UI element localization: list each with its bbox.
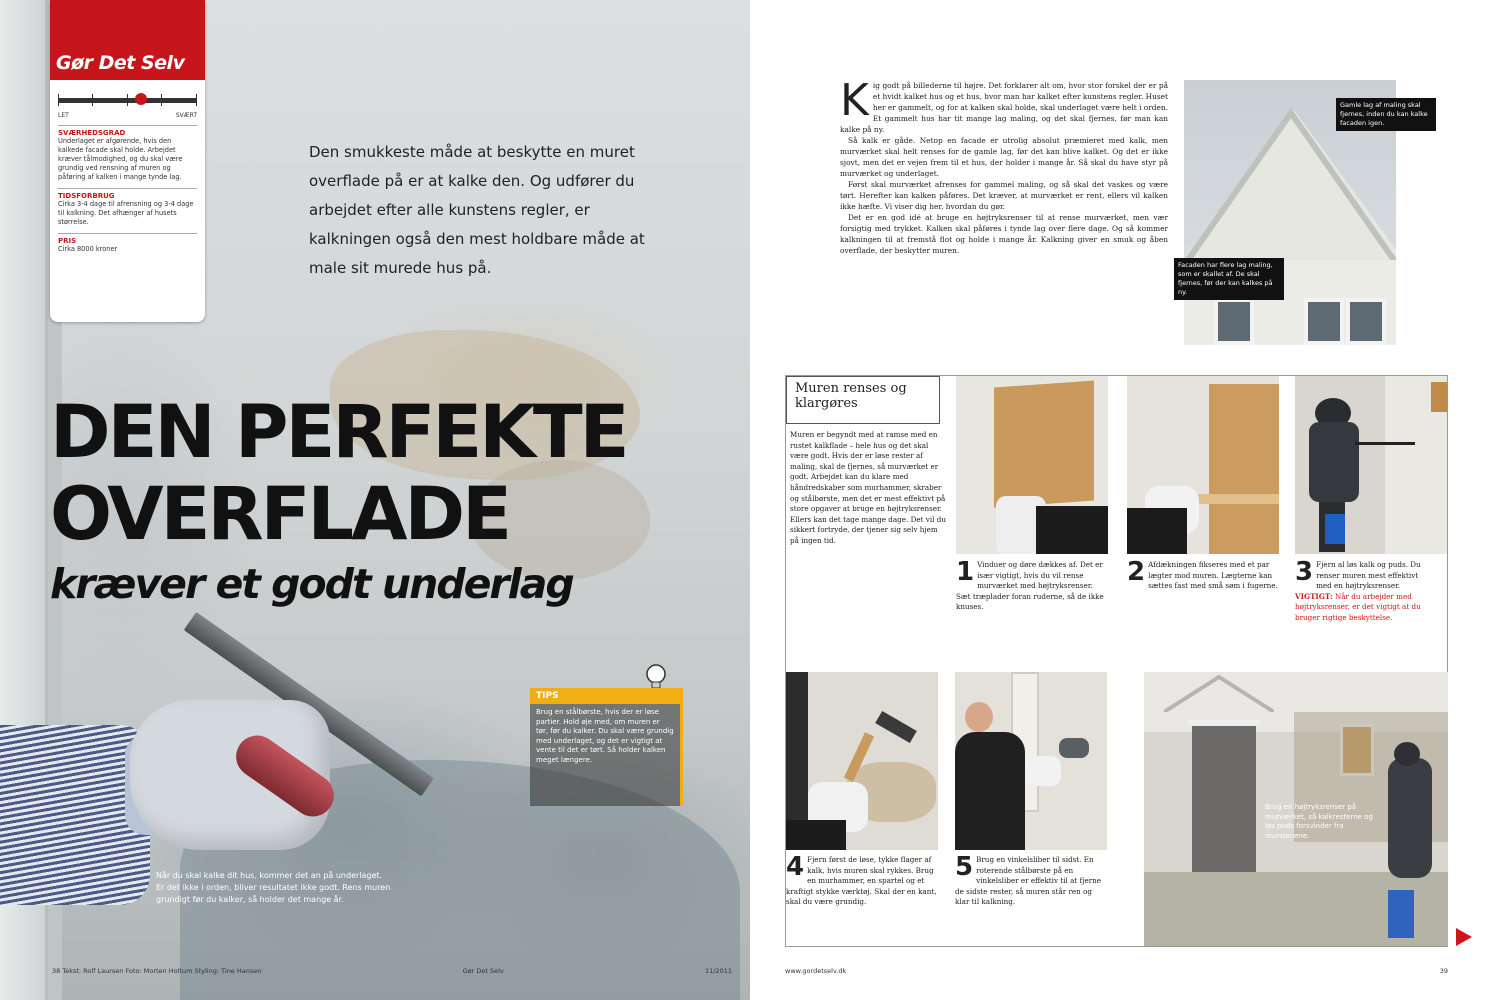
- difficulty-scale: [58, 90, 197, 112]
- step-5-caption: 5 Brug en vinkelsliber til sidst. En roterende stålbørste på en vinkelsliber er effektiv til at fjerne de sidste rester, så muren står ren og klar til kalkning.: [955, 852, 1102, 906]
- step-2-caption: 2 Afdækningen fikseres med et par lægter mod muren. Lægterne kan sættes fast med små søm i fugerne.: [1127, 557, 1278, 590]
- article-body: [840, 75, 1168, 256]
- info-price: PRIS Cirka 8000 kroner: [58, 233, 197, 254]
- tips-text: Brug en stålbørste, hvis der er løse partier. Hold øje med, om muren er tør, før du kalker. Du skal være grundig med underlaget, og det er vigtigt at vente til det er tørt. Så holder kalken meget længere.: [530, 704, 683, 806]
- body-paragraph: ig godt på billederne til højre. Det forklarer alt om, hvor stor forskel der er på et hvidt kalket hus og et hus, hvor man har kalket efter kunstens regler. Huset her er gammelt, og for at kalken skal holde, skal underlaget være helt i orden. Et gammelt hus har tit mange lag maling, og det skal fjernes, før man kan kalke på ny.: [840, 81, 1168, 134]
- body-paragraph: Først skal murværket afrenses for gammel maling, og så skal det vaskes og være tørt. Herefter kan kalken påføres. Det kræver, at murværket er rent, ellers vil kalken ikke hæfte. Vi viser dig her, hvordan du gør.: [840, 180, 1168, 211]
- step-4-caption: 4 Fjern først de løse, tykke flager af kalk, hvis muren skal rykkes. Brug en murhammer, en spartel og et kraftigt stykke værktøj. Skal der en kant, skal du være grundig.: [786, 852, 937, 906]
- page-number: 39: [1439, 967, 1448, 975]
- steps-title: Muren renses og klargøres: [786, 376, 940, 424]
- step-1-photo: [956, 376, 1108, 554]
- footer-left: [52, 967, 732, 975]
- warning-label: VIGTIGT:: [1295, 591, 1333, 601]
- next-page-arrow-icon[interactable]: [1456, 928, 1472, 946]
- step-2-photo: [1127, 376, 1279, 554]
- footer-issue: 11/2011: [704, 967, 732, 975]
- tips-box: [530, 688, 683, 806]
- dropcap: K: [840, 75, 869, 126]
- photo-caption-top: Gamle lag af maling skal fjernes, inden du kan kalke facaden igen.: [1336, 98, 1436, 131]
- step-3-caption: 3 Fjern al løs kalk og puds. Du renser muren mest effektivt med en højtryksrenser. VIGTIGT: Når du arbejder med højtryksrenser, er det vigtigt at du bruger rigtige beskyttelse.: [1295, 557, 1421, 622]
- info-time: TIDSFORBRUG Cirka 3-4 dage til afrensning og 3-4 dage til kalkning. Det afhænger af husets størrelse.: [58, 188, 197, 227]
- info-difficulty: SVÆRHEDSGRAD Underlaget er afgørende, hvis den kalkede facade skal holde. Arbejdet kræver tålmodighed, og du skal være grundig ved rensning af muren og påføring af kalken i mange tynde lag.: [58, 125, 197, 182]
- step-1-caption: 1 Vinduer og døre dækkes af. Det er især vigtigt, hvis du vil rense murværket med højtryksrenser. Sæt træplader foran ruderne, så de ikke knuses.: [956, 557, 1104, 611]
- step-3-photo: [1295, 376, 1447, 554]
- tips-heading: TIPS: [530, 688, 683, 704]
- headline: DEN PERFEKTE OVERFLADE: [50, 390, 627, 557]
- steps-intro: Muren er begyndt med at ramse med en rustet kalkflade – hele hus og det skal være godt. Hvis der er løse rester af maling, skal de fjernes, så murværket er godt. Arbejdet kan du klare med håndredskaber som murhammer, skraber og stålbørste, men det er mest effektivt på store opgaver at bruge en højtryksrenser. Ellers kan det tage mange dage. Det vil du sikkert fortryde, der tjener sig selv hjem på ingen tid.: [790, 430, 946, 545]
- intro-text: Den smukkeste måde at beskytte en muret overflade på er at kalke den. Og udfører du arbejdet efter alle kunstens regler, er kalkningen også den mest holdbare måde at male sit murede hus på.: [309, 143, 645, 277]
- photo-caption-bottom: Facaden har flere lag maling, som er skallet af. De skal fjernes, før der kan kalkes på ny.: [1174, 258, 1284, 300]
- footer-magazine: Gør Det Selv: [462, 967, 504, 975]
- step-4-photo: [786, 672, 938, 850]
- footer-right: [785, 967, 1448, 975]
- difficulty-marker: [135, 93, 147, 105]
- step-5-photo: [955, 672, 1107, 850]
- difficulty-max-label: SVÆRT: [175, 112, 197, 119]
- body-paragraph: Så kalk er gåde. Netop en facade er utrolig absolut præmieret med kalk, men murværket skal helt renses for de gamle lag, før det kan blive kalket. Og det er ikke sjovt, men det er vejen frem til et hus, der holder i mange år. Så skal du have styr på murværket og underlaget.: [840, 136, 1168, 178]
- subheadline: kræver et godt underlag: [50, 560, 573, 608]
- body-paragraph: Det er en god idé at bruge en højtryksrenser til at rense murværket, men vær forsigtig med trykket. Kalken skal påføres i tynde lag over flere dage. Og så kommer kalkningen til at fremstå flot og holde i mange år. Kalkning giver en smuk og åben overflade, der beskytter muren.: [840, 213, 1168, 255]
- info-sidebar: [50, 0, 205, 322]
- photo-caption: Når du skal kalke dit hus, kommer det an på underlaget. Er det ikke i orden, bliver resultatet ikke godt. Rens muren grundigt før du kalker, så holder det mange år.: [156, 871, 391, 904]
- warning-text: Når du arbejder med højtryksrenser, er det vigtigt at du bruger rigtige beskyttelse.: [1295, 591, 1421, 622]
- footer-credits: 38 Tekst: Rolf Laursen Foto: Morten Holtum Styling: Tine Hansen: [52, 967, 262, 975]
- house-photo-caption: Brug en højtryksrenser på murværket, så kalkresterne og løs puds forsvinder fra murstenene.: [1265, 803, 1373, 840]
- right-page: [750, 0, 1500, 1000]
- section-label: Gør Det Selv: [50, 0, 205, 80]
- difficulty-min-label: LET: [58, 112, 69, 119]
- footer-url[interactable]: www.gordetselv.dk: [785, 967, 847, 975]
